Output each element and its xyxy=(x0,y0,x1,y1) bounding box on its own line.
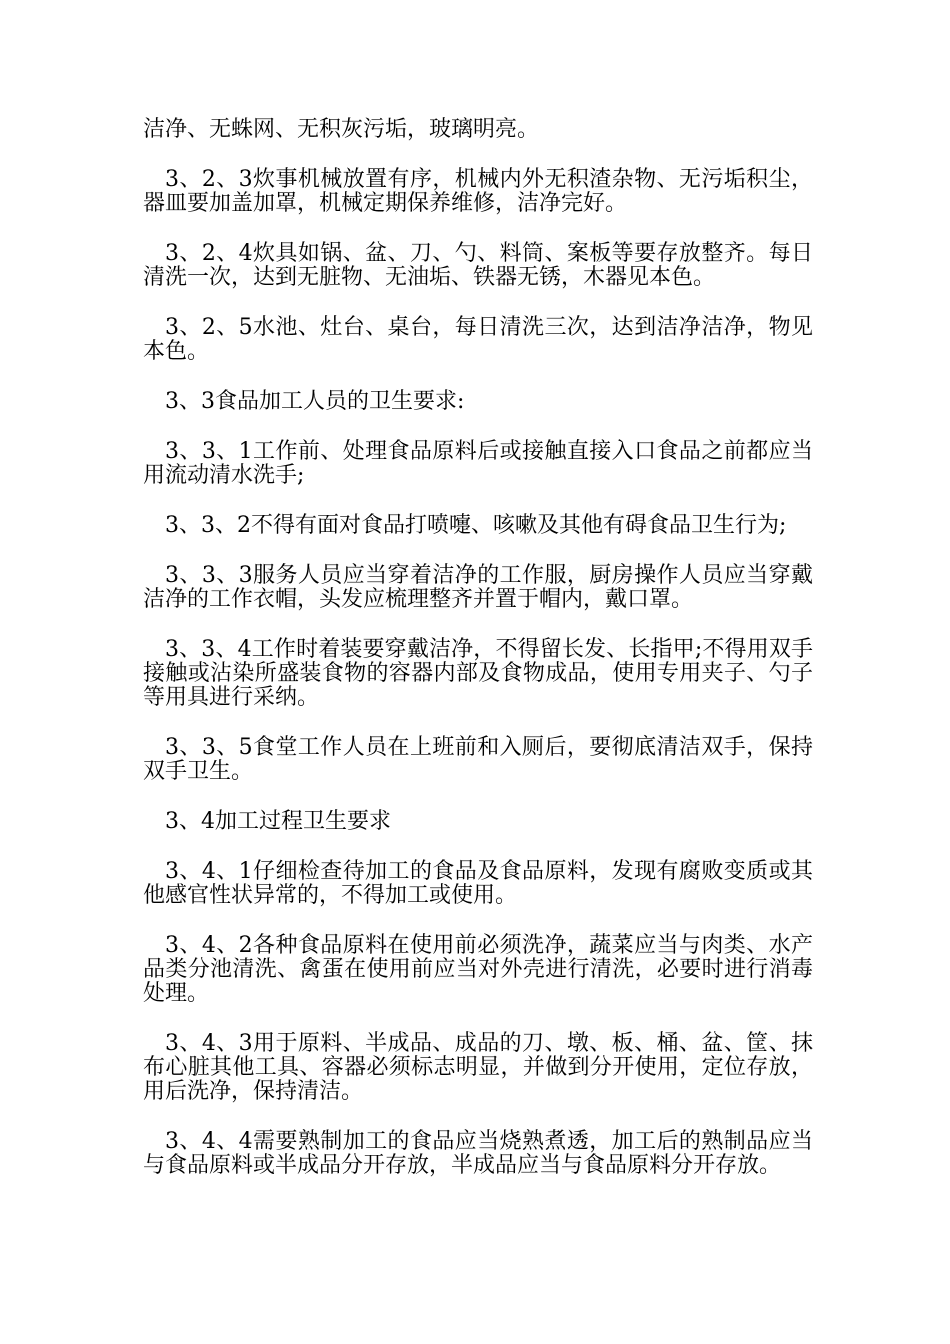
paragraph-1: 3、2、3炊事机械放置有序，机械内外无积渣杂物、无污垢积尘，器皿要加盖加罩，机械定期保养维修，洁净完好。 xyxy=(143,167,813,216)
paragraph-5: 3、3、1工作前、处理食品原料后或接触直接入口食品之前都应当用流动清水洗手; xyxy=(143,439,813,488)
paragraph-7: 3、3、3服务人员应当穿着洁净的工作服，厨房操作人员应当穿戴洁净的工作衣帽，头发应梳理整齐并置于帽内，戴口罩。 xyxy=(143,563,813,612)
paragraph-8: 3、3、4工作时着装要穿戴洁净，不得留长发、长指甲;不得用双手接触或沾染所盛装食物的容器内部及食物成品，使用专用夹子、勺子等用具进行采纳。 xyxy=(143,637,813,710)
section-heading-3-3: 3、3食品加工人员的卫生要求: xyxy=(165,389,465,414)
paragraph-11: 3、4、1仔细检查待加工的食品及食品原料，发现有腐败变质或其他感官性状异常的，不得加工或使用。 xyxy=(143,859,813,908)
paragraph-12: 3、4、2各种食品原料在使用前必须洗净，蔬菜应当与肉类、水产品类分池清洗、禽蛋在使用前应当对外壳进行清洗，必要时进行消毒处理。 xyxy=(143,933,813,1006)
section-heading-3-4: 3、4加工过程卫生要求 xyxy=(165,809,391,834)
paragraph-14: 3、4、4需要熟制加工的食品应当烧熟煮透，加工后的熟制品应当与食品原料或半成品分开存放，半成品应当与食品原料分开存放。 xyxy=(143,1129,813,1178)
document-body xyxy=(143,118,813,1204)
paragraph-13: 3、4、3用于原料、半成品、成品的刀、墩、板、桶、盆、筐、抹布心脏其他工具、容器必须标志明显，并做到分开使用，定位存放，用后洗净，保持清洁。 xyxy=(143,1031,813,1104)
paragraph-6: 3、3、2不得有面对食品打喷嚏、咳嗽及其他有碍食品卫生行为; xyxy=(165,513,787,538)
paragraph-2: 3、2、4炊具如锅、盆、刀、勺、料筒、案板等要存放整齐。每日清洗一次，达到无脏物、无油垢、铁器无锈，木器见本色。 xyxy=(143,241,813,290)
paragraph-0: 洁净、无蛛网、无积灰污垢，玻璃明亮。 xyxy=(143,117,540,142)
paragraph-9: 3、3、5食堂工作人员在上班前和入厕后，要彻底清洁双手，保持双手卫生。 xyxy=(143,735,813,784)
paragraph-3: 3、2、5水池、灶台、桌台，每日清洗三次，达到洁净洁净，物见本色。 xyxy=(143,315,813,364)
